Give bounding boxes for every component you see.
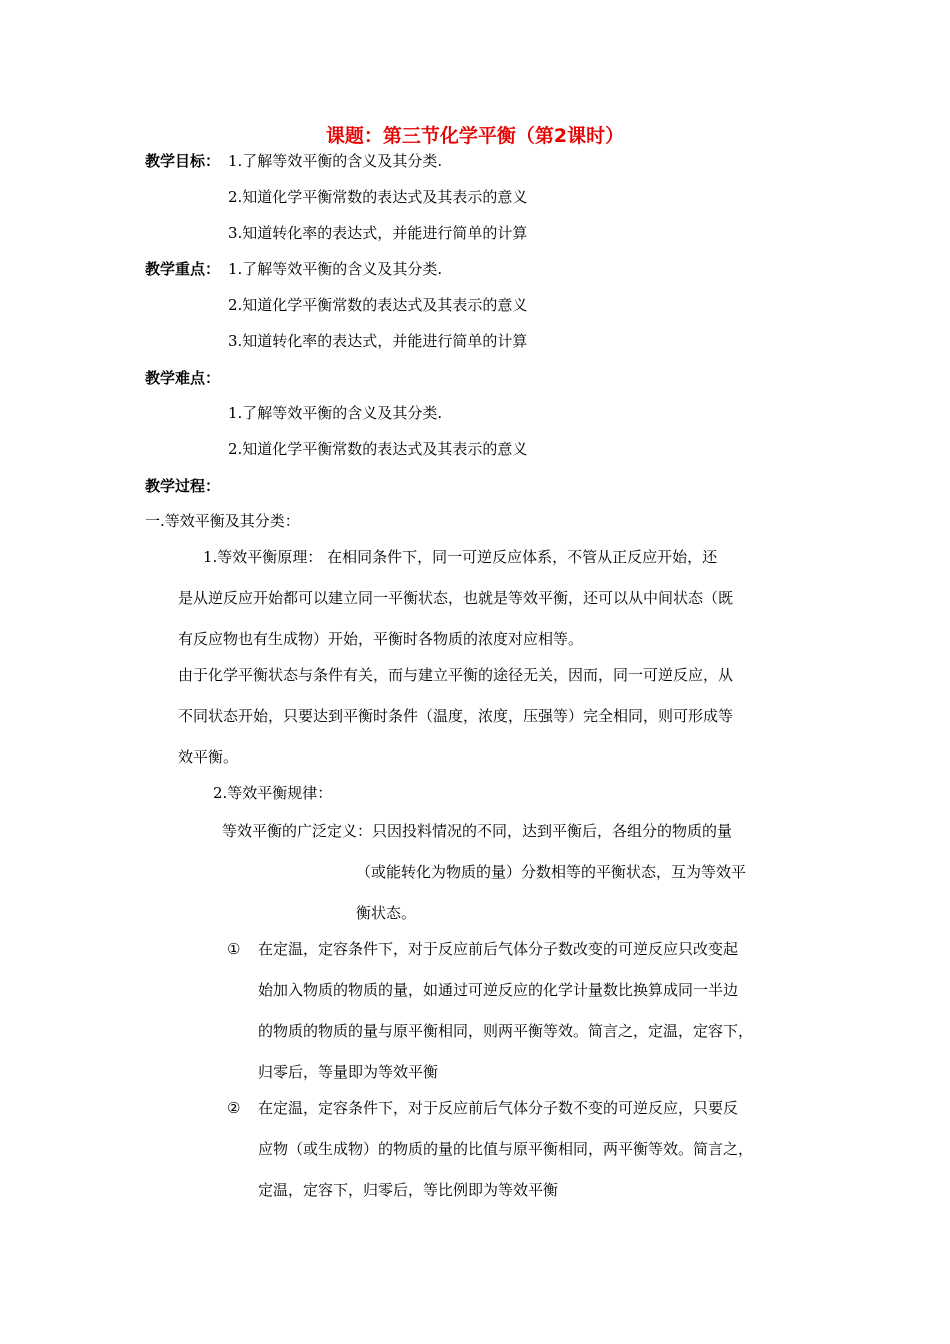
case-2-marker: ② [227, 1099, 241, 1117]
document-title: 课题：第三节化学平衡（第2课时） [325, 125, 625, 147]
difficulty-item-2: 2.知道化学平衡常数的表达式及其表示的意义 [228, 440, 528, 458]
principle-line-1: 1.等效平衡原理： 在相同条件下，同一可逆反应体系，不管从正反应开始，还 [203, 548, 718, 566]
case-1-line-1: 在定温，定容条件下，对于反应前后气体分子数改变的可逆反应只改变起 [258, 940, 739, 958]
key-points-label: 教学重点： [145, 260, 221, 278]
key-point-item-1: 1.了解等效平衡的含义及其分类. [228, 260, 443, 278]
objective-item-1: 1.了解等效平衡的含义及其分类. [228, 152, 443, 170]
broad-definition-line-3: 衡状态。 [356, 904, 417, 922]
reason-line-1: 由于化学平衡状态与条件有关，而与建立平衡的途径无关，因而，同一可逆反应，从 [178, 666, 734, 684]
broad-definition-line-2: （或能转化为物质的量）分数相等的平衡状态，互为等效平 [356, 863, 747, 881]
difficulty-item-1: 1.了解等效平衡的含义及其分类. [228, 404, 443, 422]
case-2-line-1: 在定温，定容条件下，对于反应前后气体分子数不变的可逆反应，只要反 [258, 1099, 739, 1117]
key-point-item-3: 3.知道转化率的表达式，并能进行简单的计算 [228, 332, 528, 350]
principle-line-3: 有反应物也有生成物）开始，平衡时各物质的浓度对应相等。 [178, 630, 584, 648]
case-1-marker: ① [227, 940, 241, 958]
rule-heading: 2.等效平衡规律： [213, 784, 333, 802]
case-2-line-2: 应物（或生成物）的物质的量的比值与原平衡相同，两平衡等效。简言之， [258, 1140, 754, 1158]
principle-line-2: 是从逆反应开始都可以建立同一平衡状态，也就是等效平衡，还可以从中间状态（既 [178, 589, 734, 607]
objective-item-3: 3.知道转化率的表达式，并能进行简单的计算 [228, 224, 528, 242]
key-point-item-2: 2.知道化学平衡常数的表达式及其表示的意义 [228, 296, 528, 314]
case-2-line-3: 定温，定容下，归零后，等比例即为等效平衡 [258, 1181, 559, 1199]
objective-item-2: 2.知道化学平衡常数的表达式及其表示的意义 [228, 188, 528, 206]
case-1-line-3: 的物质的物质的量与原平衡相同，则两平衡等效。简言之，定温，定容下， [258, 1022, 754, 1040]
case-1-line-4: 归零后，等量即为等效平衡 [258, 1063, 439, 1081]
case-1-line-2: 始加入物质的物质的量，如通过可逆反应的化学计量数比换算成同一半边 [258, 981, 739, 999]
broad-definition-line-1: 等效平衡的广泛定义：只因投料情况的不同，达到平衡后，各组分的物质的量 [222, 822, 733, 840]
process-label: 教学过程： [145, 477, 221, 495]
section-heading: 一.等效平衡及其分类： [145, 512, 300, 530]
reason-line-2: 不同状态开始，只要达到平衡时条件（温度，浓度，压强等）完全相同，则可形成等 [178, 707, 734, 725]
reason-line-3: 效平衡。 [178, 748, 239, 766]
objectives-label: 教学目标： [145, 152, 221, 170]
difficulties-label: 教学难点： [145, 369, 221, 387]
